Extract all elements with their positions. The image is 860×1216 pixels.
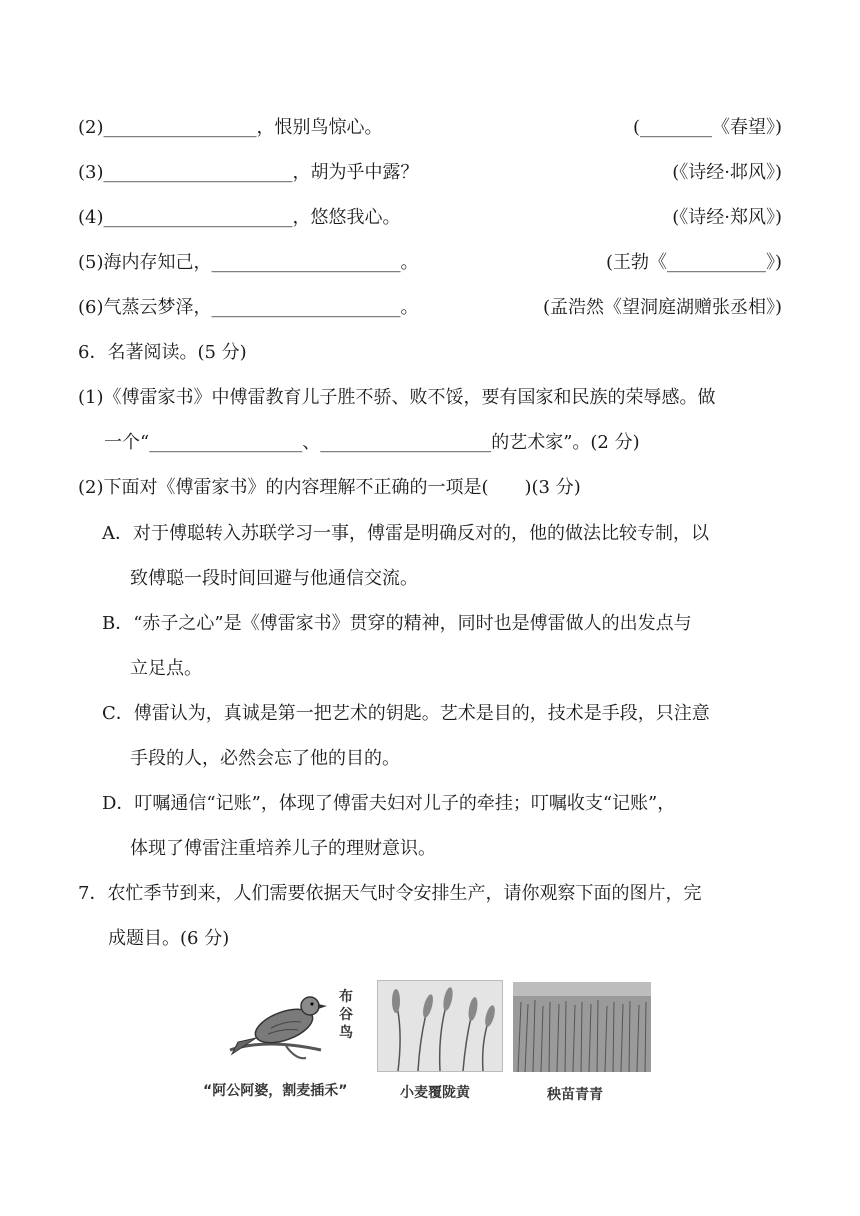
option-a-line1: A．对于傅聪转入苏联学习一事，傅雷是明确反对的，他的做法比较专制，以: [102, 523, 709, 544]
fill-in-source-6: (孟浩然《望洞庭湖赠张丞相》): [542, 297, 782, 318]
option-c-line2: 手段的人，必然会忘了他的目的。: [130, 748, 400, 769]
fill-in-source-5: (王勃《___________》): [605, 252, 782, 273]
option-d-line2: 体现了傅雷注重培养儿子的理财意识。: [130, 838, 436, 859]
q7-line1: 7．农忙季节到来，人们需要依据天气时令安排生产，请你观察下面的图片，完: [78, 883, 702, 904]
q7-line2: 成题目。(6 分): [108, 928, 230, 949]
fill-in-source-3: (《诗经·邶风》): [672, 162, 782, 183]
rice-seedling-image: [513, 982, 651, 1072]
option-d-line1: D．叮嘱通信“记账”，体现了傅雷夫妇对儿子的牵挂；叮嘱收支“记账”，: [102, 793, 676, 814]
option-a-line2: 致傅聪一段时间回避与他通信交流。: [130, 568, 418, 589]
bird-label: 布谷鸟: [339, 989, 353, 1041]
cuckoo-bird-image: [226, 980, 336, 1070]
fill-in-source-2: (________《春望》): [632, 117, 782, 138]
wheat-caption: 小麦覆陇黄: [400, 1085, 470, 1101]
fill-in-line-4: (4)_____________________，悠悠我心。: [78, 207, 401, 228]
option-c-line1: C．傅雷认为，真诚是第一把艺术的钥匙。艺术是目的，技术是手段，只注意: [102, 703, 710, 724]
q6-part1-line2: 一个“_________________、___________________的艺术家”。(2 分): [104, 432, 640, 453]
fill-in-line-5: (5)海内存知己，_____________________。: [78, 252, 419, 273]
bird-caption: “阿公阿婆，割麦插禾”: [203, 1083, 348, 1099]
q6-part2: (2)下面对《傅雷家书》的内容理解不正确的一项是( )(3 分): [78, 477, 581, 498]
option-b-line2: 立足点。: [130, 658, 202, 679]
fill-in-line-6: (6)气蒸云梦泽，_____________________。: [78, 297, 419, 318]
seedling-caption: 秧苗青青: [547, 1087, 603, 1103]
fill-in-source-4: (《诗经·郑风》): [672, 207, 782, 228]
q6-part1-line1: (1)《傅雷家书》中傅雷教育儿子胜不骄、败不馁，要有国家和民族的荣辱感。做: [78, 387, 716, 408]
wheat-image: [377, 980, 503, 1072]
q6-heading: 6．名著阅读。(5 分): [78, 342, 247, 363]
fill-in-line-2: (2)_________________，恨别鸟惊心。: [78, 117, 383, 138]
option-b-line1: B．“赤子之心”是《傅雷家书》贯穿的精神，同时也是傅雷做人的出发点与: [102, 613, 692, 634]
fill-in-line-3: (3)_____________________，胡为乎中露？: [78, 162, 419, 183]
